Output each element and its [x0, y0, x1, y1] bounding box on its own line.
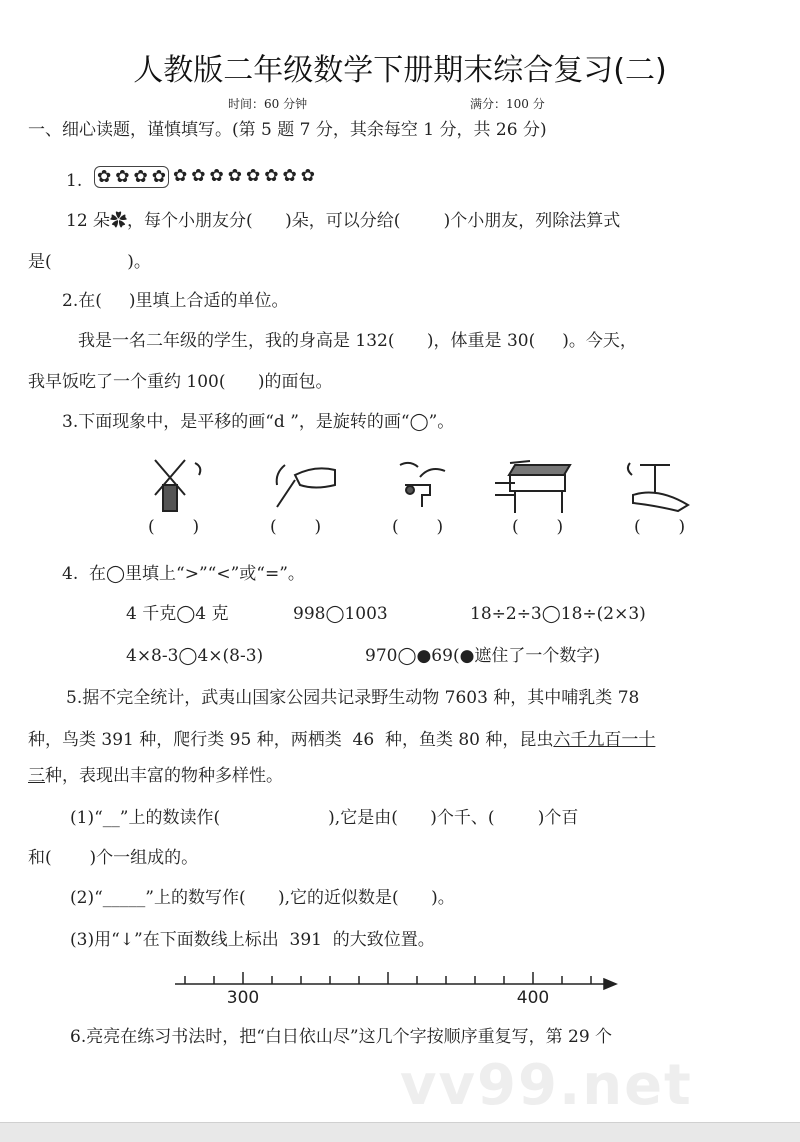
q5-line1: 5.据不完全统计，武夷山国家公园共记录野生动物 7603 种，其中哺乳类 78: [66, 688, 640, 708]
q1-line2: 是( )。: [28, 252, 151, 272]
flower-icon: ✿: [173, 166, 188, 186]
q4-item: 998◯1003: [293, 604, 388, 624]
number-line[interactable]: [0, 960, 800, 1010]
number-line-label-300: 300: [226, 988, 260, 1008]
q5-line2-text: 种，鸟类 391 种，爬行类 95 种，两栖类 46 种，鱼类 80 种，昆虫: [28, 730, 554, 750]
page-footer-band: [0, 1122, 800, 1142]
flower-icon: ✿: [97, 167, 112, 187]
q6-line1: 6.亮亮在练习书法时，把“白日依山尽”这几个字按顺序重复写，第 29 个: [70, 1027, 613, 1047]
q2-line1: 2.在( )里填上合适的单位。: [62, 291, 289, 311]
flower-icon: ✿: [115, 167, 130, 187]
flower-icon: ✿: [209, 166, 224, 186]
answer-paren[interactable]: ( ): [392, 517, 444, 537]
q5-sub3: (3)用“↓”在下面数线上标出 391 的大致位置。: [70, 930, 435, 950]
flower-icon: ✿: [246, 166, 261, 186]
flower-icon: ✿: [133, 167, 148, 187]
propeller-toy-icon: [615, 455, 705, 515]
exam-time: 时间：60 分钟: [228, 97, 308, 111]
q1-number: 1.: [66, 171, 83, 191]
flower-icon: ✿: [151, 167, 166, 187]
number-line-arrow: [604, 979, 616, 989]
q3-pictures: [0, 455, 800, 545]
flower-icon: ✿: [300, 166, 315, 186]
q5-line3: [28, 765, 283, 787]
q1-line1: 12 朵✿，每个小朋友分( )朵，可以分给( )个小朋友，列除法算式: [66, 211, 621, 231]
q4-item: 970◯●69(●遮住了一个数字): [365, 646, 601, 666]
flower-group: [94, 166, 315, 188]
exam-score: 满分：100 分: [470, 97, 545, 111]
q5-sub1-line2: 和( )个一组成的。: [28, 848, 199, 868]
q4-item: 4×8-3◯4×(8-3): [126, 646, 264, 666]
q5-line3-text: 种，表现出丰富的物种多样性。: [45, 766, 283, 786]
faucet-icon: [390, 455, 480, 515]
hand-pen-icon: [265, 455, 355, 515]
q4-item: 18÷2÷3◯18÷(2×3): [470, 604, 646, 624]
underlined-number-end: 三: [28, 766, 45, 786]
q2-line3: 我早饭吃了一个重约 100( )的面包。: [28, 372, 333, 392]
q5-sub2: (2)“_____”上的数写作( ),它的近似数是( )。: [70, 888, 455, 908]
q3-line1: 3.下面现象中，是平移的画“d ”，是旋转的画“◯”。: [62, 412, 455, 432]
flower-icon: ✿: [264, 166, 279, 186]
q5-sub1-line1: (1)“__”上的数读作( ),它是由( )个千、( )个百: [70, 808, 579, 828]
flower-icon: ✿: [282, 166, 297, 186]
q4-item: 4 千克◯4 克: [126, 604, 229, 624]
watermark: vv99.net: [400, 1053, 693, 1118]
q2-line2: 我是一名二年级的学生，我的身高是 132( )，体重是 30( )。今天，: [78, 331, 637, 351]
section-heading: 一、细心读题，谨慎填写。(第 5 题 7 分，其余每空 1 分，共 26 分): [28, 120, 547, 140]
answer-paren[interactable]: ( ): [148, 517, 200, 537]
drawer-icon: [490, 455, 580, 515]
answer-paren[interactable]: ( ): [634, 517, 686, 537]
flower-box: [94, 166, 169, 188]
page-title: 人教版二年级数学下册期末综合复习(二): [133, 53, 667, 88]
windmill-icon: [145, 455, 235, 515]
answer-paren[interactable]: ( ): [270, 517, 322, 537]
flower-icon: ✿: [227, 166, 242, 186]
q4-line1: 4. 在◯里填上“>”“<”或“=”。: [62, 564, 305, 584]
answer-paren[interactable]: ( ): [512, 517, 564, 537]
underlined-number: 六千九百一十: [553, 730, 656, 750]
number-line-label-400: 400: [516, 988, 550, 1008]
q5-line2: [28, 729, 655, 751]
flower-icon: ✿: [191, 166, 206, 186]
